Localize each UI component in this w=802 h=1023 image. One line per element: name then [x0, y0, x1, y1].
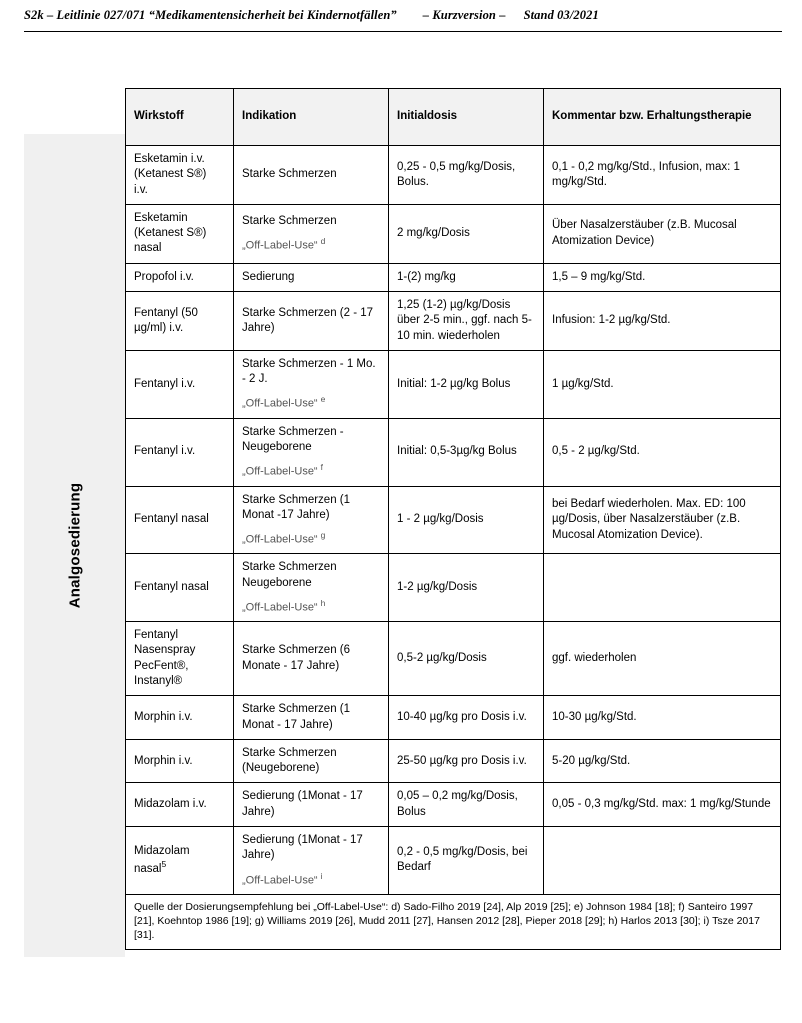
cell-indication — [234, 418, 389, 486]
cell-drug — [126, 486, 234, 554]
medication-table — [125, 88, 781, 950]
drug-line-1: Fentanyl nasal — [134, 513, 209, 526]
cell-dose: 0,05 – 0,2 mg/kg/Dosis, Bolus — [389, 783, 544, 827]
off-label-note — [242, 236, 381, 253]
cell-indication — [234, 146, 389, 205]
cell-indication — [234, 263, 389, 291]
column-header-wirkstoff: Wirkstoff — [126, 89, 234, 146]
off-label-text: „Off-Label-Use“ — [242, 874, 318, 887]
header-date: Stand 03/2021 — [523, 8, 599, 22]
drug-brand-1: PecFent®, — [134, 659, 189, 672]
indication-text: Starke Schmerzen - Neugeborene — [242, 425, 344, 453]
drug-brand-2: Instanyl® — [134, 675, 183, 688]
table-row — [126, 146, 781, 205]
drug-line-1: Fentanyl i.v. — [134, 377, 196, 390]
cell-dose: 0,2 - 0,5 mg/kg/Dosis, bei Bedarf — [389, 827, 544, 895]
table-row — [126, 783, 781, 827]
off-label-text: „Off-Label-Use“ — [242, 465, 318, 478]
cell-drug — [126, 827, 234, 895]
header-divider — [24, 31, 782, 32]
cell-comment: 0,5 - 2 µg/kg/Std. — [544, 418, 781, 486]
table-row — [126, 739, 781, 783]
drug-line-2: (Ketanest S®) — [134, 227, 207, 240]
table-row — [126, 418, 781, 486]
table-row — [126, 827, 781, 895]
indication-text: Starke Schmerzen Neugeborene — [242, 561, 337, 589]
cell-dose: Initial: 1-2 µg/kg Bolus — [389, 350, 544, 418]
indication-text: Sedierung (1Monat - 17 Jahre) — [242, 834, 363, 862]
cell-comment: 5-20 µg/kg/Std. — [544, 739, 781, 783]
cell-indication — [234, 783, 389, 827]
cell-indication — [234, 827, 389, 895]
cell-drug — [126, 204, 234, 263]
cell-dose: 1,25 (1-2) µg/kg/Dosis über 2-5 min., ggf. nach 5-10 min. wiederholen — [389, 291, 544, 350]
cell-indication — [234, 350, 389, 418]
drug-line-2: Nasenspray — [134, 644, 196, 657]
cell-comment: ggf. wiederholen — [544, 622, 781, 696]
source-note: Quelle der Dosierungsempfehlung bei „Off-Label-Use“: d) Sado-Filho 2019 [24], Alp 2019 [25]; e) Johnson 1984 [18]; f) Santeiro 1997 [21], Koehntop 1986 [19]; g) Williams 2019 [26], Mudd 2011 [27], Hansen 2012 [28], Pieper 2018 [29]; h) Harlos 2013 [30]; i) Tsze 2017 [31]. — [126, 894, 781, 949]
cell-indication — [234, 554, 389, 622]
indication-text: Sedierung — [242, 270, 295, 283]
cell-drug — [126, 622, 234, 696]
cell-dose: 10-40 µg/kg pro Dosis i.v. — [389, 696, 544, 740]
cell-comment — [544, 827, 781, 895]
indication-text: Starke Schmerzen (1 Monat -17 Jahre) — [242, 493, 351, 521]
off-label-ref: g — [320, 530, 326, 541]
table-row — [126, 350, 781, 418]
drug-line-1: Fentanyl (50 µg/ml) i.v. — [134, 306, 198, 334]
cell-dose: 0,5-2 µg/kg/Dosis — [389, 622, 544, 696]
drug-line-1: Esketamin — [134, 211, 188, 224]
table-row — [126, 486, 781, 554]
table-row — [126, 291, 781, 350]
off-label-note — [242, 871, 381, 888]
cell-indication — [234, 739, 389, 783]
drug-line-3: nasal — [134, 242, 162, 255]
cell-dose: Initial: 0,5-3µg/kg Bolus — [389, 418, 544, 486]
document-header — [24, 8, 780, 23]
cell-comment: 1 µg/kg/Std. — [544, 350, 781, 418]
cell-comment: 10-30 µg/kg/Std. — [544, 696, 781, 740]
cell-dose: 1-2 µg/kg/Dosis — [389, 554, 544, 622]
cell-drug — [126, 418, 234, 486]
indication-text: Starke Schmerzen - 1 Mo. - 2 J. — [242, 357, 376, 386]
cell-drug — [126, 783, 234, 827]
table-row — [126, 622, 781, 696]
off-label-ref: i — [320, 870, 323, 881]
cell-indication — [234, 696, 389, 740]
cell-drug — [126, 263, 234, 291]
off-label-text: „Off-Label-Use“ — [242, 533, 318, 546]
cell-comment: 0,1 - 0,2 mg/kg/Std., Infusion, max: 1 mg/kg/Std. — [544, 146, 781, 205]
table-footer-row — [126, 894, 781, 949]
drug-line-1: Fentanyl nasal — [134, 581, 209, 594]
off-label-ref: f — [320, 462, 324, 473]
off-label-note — [242, 394, 381, 411]
indication-text: Starke Schmerzen (1 Monat - 17 Jahre) — [242, 703, 351, 731]
cell-comment: 1,5 – 9 mg/kg/Std. — [544, 263, 781, 291]
indication-text: Starke Schmerzen — [242, 214, 337, 227]
drug-line-2: nasal — [134, 862, 162, 875]
drug-line-1: Propofol i.v. — [134, 270, 194, 283]
off-label-ref: h — [320, 597, 326, 608]
cell-drug — [126, 146, 234, 205]
cell-drug — [126, 739, 234, 783]
off-label-note — [242, 530, 381, 547]
cell-comment — [544, 554, 781, 622]
section-label-analgosedierung — [24, 134, 125, 957]
column-header-initialdosis: Initialdosis — [389, 89, 544, 146]
cell-indication — [234, 204, 389, 263]
off-label-text: „Off-Label-Use“ — [242, 239, 318, 252]
cell-drug — [126, 554, 234, 622]
drug-line-1: Morphin i.v. — [134, 754, 193, 767]
off-label-ref: e — [320, 394, 326, 405]
off-label-note — [242, 598, 381, 615]
cell-dose: 1-(2) mg/kg — [389, 263, 544, 291]
cell-indication — [234, 291, 389, 350]
off-label-text: „Off-Label-Use“ — [242, 601, 318, 614]
table-header-row — [126, 89, 781, 146]
indication-text: Starke Schmerzen (6 Monate - 17 Jahre) — [242, 644, 351, 672]
header-title: S2k – Leitlinie 027/071 “Medikamentensicherheit bei Kindernotfällen” — [24, 8, 397, 22]
table-row — [126, 696, 781, 740]
drug-line-1: Esketamin i.v. — [134, 153, 205, 165]
indication-text: Starke Schmerzen — [242, 168, 337, 181]
cell-comment: 0,05 - 0,3 mg/kg/Std. max: 1 mg/kg/Stunde — [544, 783, 781, 827]
cell-dose: 2 mg/kg/Dosis — [389, 204, 544, 263]
column-header-indikation: Indikation — [234, 89, 389, 146]
table-row — [126, 263, 781, 291]
indication-text: Sedierung (1Monat - 17 Jahre) — [242, 790, 363, 818]
cell-comment: Über Nasalzerstäuber (z.B. Mucosal Atomization Device) — [544, 204, 781, 263]
cell-drug — [126, 291, 234, 350]
header-version: – Kurzversion – — [422, 8, 506, 22]
indication-text: Starke Schmerzen (2 - 17 Jahre) — [242, 306, 374, 334]
cell-dose: 0,25 - 0,5 mg/kg/Dosis, Bolus. — [389, 146, 544, 205]
drug-line-1: Fentanyl i.v. — [134, 445, 196, 458]
cell-indication — [234, 622, 389, 696]
cell-drug — [126, 696, 234, 740]
cell-dose: 1 - 2 µg/kg/Dosis — [389, 486, 544, 554]
drug-line-1: Fentanyl — [134, 629, 179, 642]
cell-indication — [234, 486, 389, 554]
table-row — [126, 554, 781, 622]
drug-line-1: Midazolam i.v. — [134, 798, 207, 811]
cell-dose: 25-50 µg/kg pro Dosis i.v. — [389, 739, 544, 783]
table-row — [126, 204, 781, 263]
drug-line-2: (Ketanest S®) — [134, 168, 207, 181]
off-label-text: „Off-Label-Use“ — [242, 398, 318, 411]
cell-comment: bei Bedarf wiederholen. Max. ED: 100 µg/Dosis, über Nasalzerstäuber (z.B. Mucosal Atomization Device). — [544, 486, 781, 554]
section-label-text: Analgosedierung — [66, 482, 84, 609]
drug-footnote-ref: 5 — [161, 859, 167, 869]
drug-line-1: Midazolam — [134, 844, 190, 857]
indication-text: Starke Schmerzen (Neugeborene) — [242, 746, 337, 775]
cell-comment: Infusion: 1-2 µg/kg/Std. — [544, 291, 781, 350]
medication-table-wrapper — [125, 88, 780, 950]
cell-drug — [126, 350, 234, 418]
drug-line-1: Morphin i.v. — [134, 710, 193, 723]
off-label-note — [242, 462, 381, 479]
column-header-kommentar: Kommentar bzw. Erhaltungstherapie — [544, 89, 781, 146]
off-label-ref: d — [320, 236, 326, 247]
drug-line-3: i.v. — [134, 183, 148, 196]
